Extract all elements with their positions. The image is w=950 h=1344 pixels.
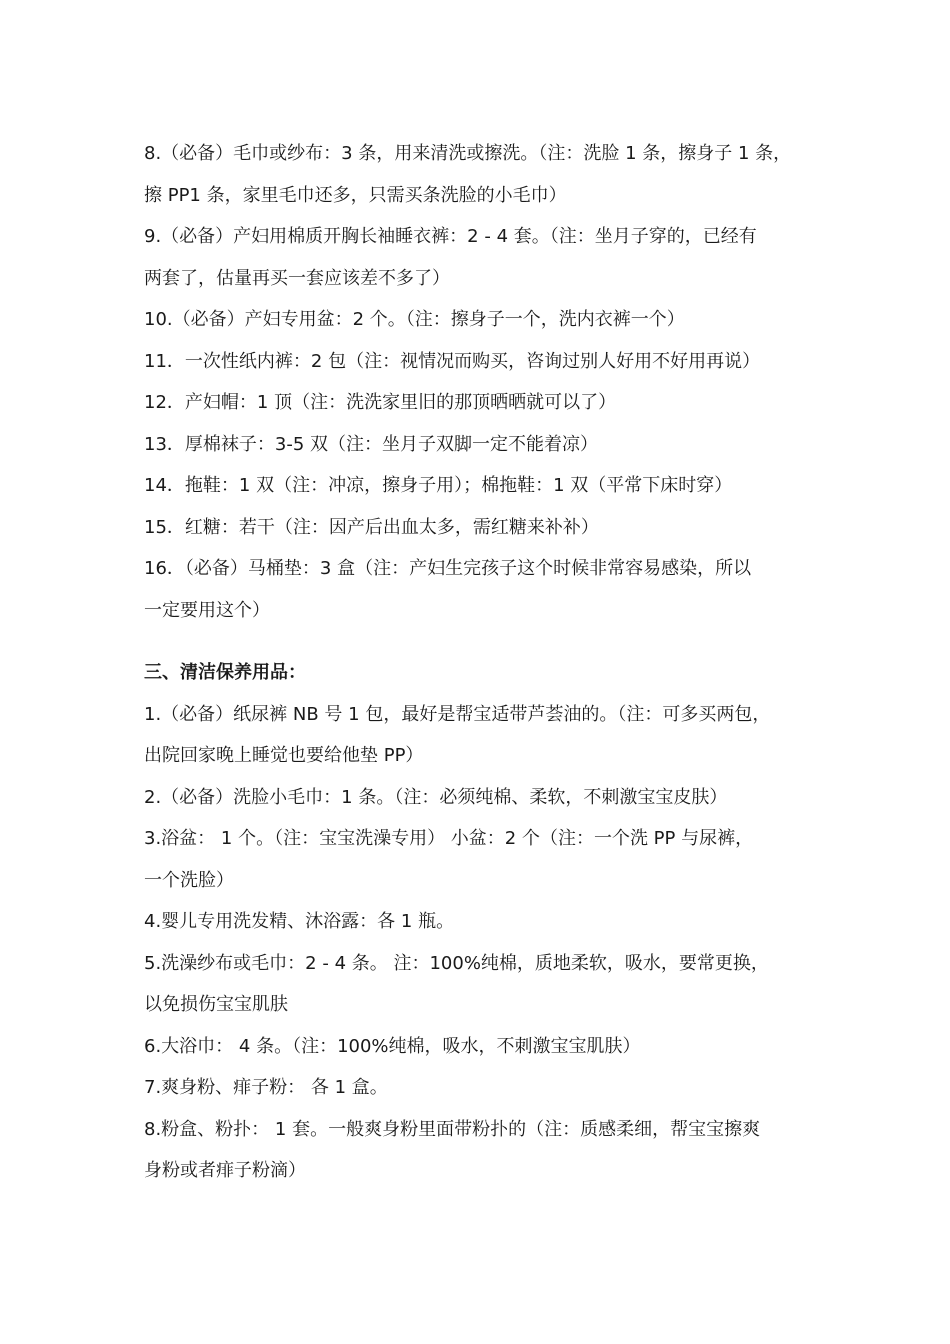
list-item [144, 694, 824, 777]
list-item-line: 出院回家晚上睡觉也要给他垫 PP） [144, 745, 424, 766]
list-item-line: 13．厚棉袜子：3-5 双（注：坐月子双脚一定不能着凉） [144, 433, 599, 455]
list-item [144, 777, 824, 819]
list-item-line: 12．产妇帽：1 顶（注：洗洗家里旧的那顶晒晒就可以了） [144, 392, 617, 413]
list-item [144, 548, 824, 631]
list-item-line: 14．拖鞋：1 双（注：冲凉，擦身子用）；棉拖鞋：1 双（平常下床时穿） [144, 475, 733, 496]
list-item-line: 7.爽身粉、痱子粉： 各 1 盒。 [144, 1077, 388, 1098]
list-item-line: 4.婴儿专用洗发精、沐浴露：各 1 瓶。 [144, 911, 455, 932]
list-item [144, 507, 824, 549]
list-item-line: 10.（必备）产妇专用盆：2 个。（注：擦身子一个，洗内衣裤一个） [144, 309, 685, 330]
document-body [144, 133, 824, 1192]
list-item [144, 216, 824, 299]
list-item [144, 133, 824, 216]
list-item [144, 341, 824, 383]
list-item-line: 一个洗脸） [144, 869, 234, 891]
list-item-line: 16．（必备）马桶垫：3 盒（注：产妇生完孩子这个时候非常容易感染，所以 [144, 558, 752, 579]
list-item-line: 8.（必备）毛巾或纱布：3 条，用来清洗或擦洗。（注：洗脸 1 条，擦身子 1 条， [144, 143, 792, 164]
list-item-line: 一定要用这个） [144, 599, 270, 621]
list-item-line: 身粉或者痱子粉滴） [144, 1160, 306, 1181]
list-item-line: 8.粉盒、粉扑： 1 套。一般爽身粉里面带粉扑的（注：质感柔细，帮宝宝擦爽 [144, 1118, 761, 1140]
list-item-line: 15．红糖：若干（注：因产后出血太多，需红糖来补补） [144, 516, 599, 538]
list-item [144, 901, 824, 943]
list-item [144, 424, 824, 466]
section-spacer [144, 631, 824, 652]
list-item [144, 943, 824, 1026]
list-item-line: 擦 PP1 条，家里毛巾还多，只需买条洗脸的小毛巾） [144, 184, 567, 206]
list-item-line: 1.（必备）纸尿裤 NB 号 1 包，最好是帮宝适带芦荟油的。（注：可多买两包， [144, 703, 771, 725]
list-item [144, 465, 824, 507]
list-item-line: 6.大浴巾： 4 条。（注：100%纯棉，吸水，不刺激宝宝肌肤） [144, 1035, 641, 1057]
list-item [144, 818, 824, 901]
list-item-line: 两套了，估量再买一套应该差不多了） [144, 267, 450, 289]
list-item [144, 1067, 824, 1109]
list-item [144, 299, 824, 341]
list-item-line: 11．一次性纸内裤：2 包（注：视情况而购买，咨询过别人好用不好用再说） [144, 350, 761, 372]
list-item-line: 9.（必备）产妇用棉质开胸长袖睡衣裤：2 - 4 套。（注：坐月子穿的，已经有 [144, 226, 757, 247]
list-item-line: 以免损伤宝宝肌肤 [144, 994, 288, 1015]
section-heading: 三、清洁保养用品： [144, 662, 306, 683]
list-item [144, 1026, 824, 1068]
list-item-line: 3.浴盆： 1 个。（注：宝宝洗澡专用） 小盆：2 个（注：一个洗 PP 与尿裤， [144, 828, 754, 849]
list-item [144, 1109, 824, 1192]
list-item-line: 2.（必备）洗脸小毛巾：1 条。（注：必须纯棉、柔软，不刺激宝宝皮肤） [144, 786, 728, 808]
list-item-line: 5.洗澡纱布或毛巾：2 - 4 条。 注：100%纯棉，质地柔软，吸水，要常更换， [144, 952, 769, 974]
list-item [144, 382, 824, 424]
